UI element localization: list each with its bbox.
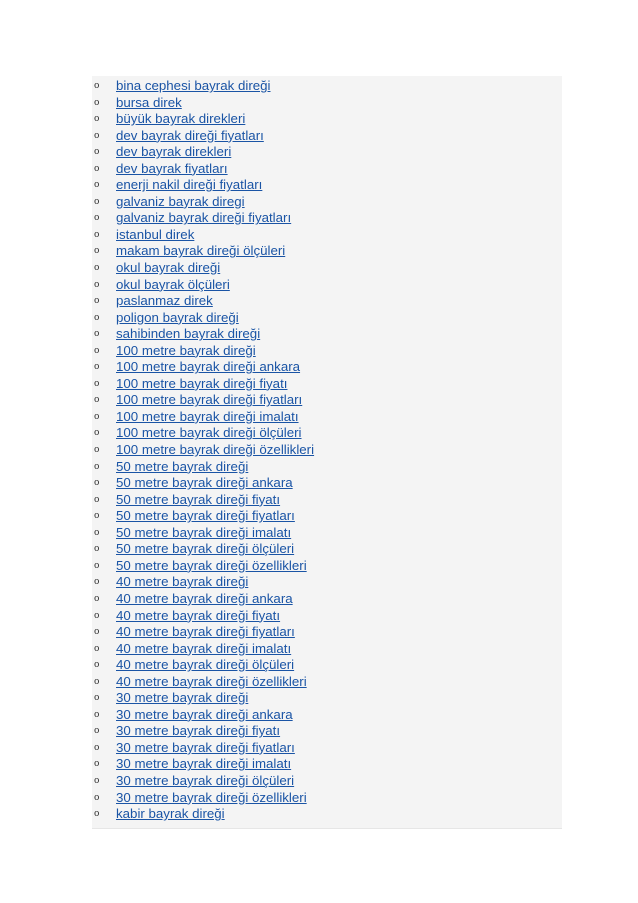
keyword-link[interactable]: 40 metre bayrak direği fiyatları bbox=[116, 624, 295, 640]
list-item bbox=[92, 144, 562, 161]
bullet-icon: o bbox=[94, 81, 100, 91]
keyword-link[interactable]: 30 metre bayrak direği özellikleri bbox=[116, 789, 307, 805]
bullet-icon: o bbox=[94, 560, 100, 571]
bullet-icon: o bbox=[94, 627, 100, 638]
keyword-link[interactable]: büyük bayrak direkleri bbox=[116, 111, 246, 127]
list-item bbox=[92, 756, 562, 773]
keyword-link[interactable]: 30 metre bayrak direği fiyatları bbox=[116, 739, 295, 755]
list-item bbox=[92, 425, 562, 442]
keyword-link[interactable]: 100 metre bayrak direği fiyatı bbox=[116, 375, 288, 391]
list-item bbox=[92, 194, 562, 211]
keyword-link[interactable]: 40 metre bayrak direği fiyatı bbox=[116, 607, 281, 623]
bullet-icon: o bbox=[94, 676, 100, 687]
keyword-link[interactable]: galvaniz bayrak diregi bbox=[116, 193, 245, 209]
bullet-icon: o bbox=[94, 511, 100, 522]
list-item bbox=[92, 78, 562, 95]
keyword-link[interactable]: sahibinden bayrak direği bbox=[116, 326, 261, 342]
keyword-link[interactable]: 100 metre bayrak direği ankara bbox=[116, 359, 301, 375]
list-item bbox=[92, 657, 562, 674]
keyword-link[interactable]: kabir bayrak direği bbox=[116, 806, 225, 822]
bullet-icon: o bbox=[94, 378, 100, 389]
bullet-icon: o bbox=[94, 577, 100, 588]
keyword-link[interactable]: okul bayrak ölçüleri bbox=[116, 276, 230, 292]
list-item bbox=[92, 376, 562, 393]
list-item bbox=[92, 459, 562, 476]
list-item bbox=[92, 442, 562, 459]
list-item bbox=[92, 525, 562, 542]
bullet-icon: o bbox=[94, 643, 100, 654]
keyword-link[interactable]: poligon bayrak direği bbox=[116, 309, 239, 325]
bullet-icon: o bbox=[94, 809, 100, 820]
list-item bbox=[92, 790, 562, 807]
list-item bbox=[92, 128, 562, 145]
list-item bbox=[92, 740, 562, 757]
keyword-link[interactable]: galvaniz bayrak direği fiyatları bbox=[116, 210, 292, 226]
bullet-icon: o bbox=[94, 97, 100, 108]
list-item bbox=[92, 343, 562, 360]
keyword-link[interactable]: 50 metre bayrak direği fiyatı bbox=[116, 491, 281, 507]
keyword-link[interactable]: 40 metre bayrak direği ankara bbox=[116, 590, 293, 606]
list-item bbox=[92, 277, 562, 294]
bullet-icon: o bbox=[94, 610, 100, 621]
keyword-link[interactable]: 30 metre bayrak direği ankara bbox=[116, 706, 293, 722]
list-item bbox=[92, 293, 562, 310]
bullet-icon: o bbox=[94, 213, 100, 224]
list-item bbox=[92, 641, 562, 658]
bullet-icon: o bbox=[94, 792, 100, 803]
list-item bbox=[92, 723, 562, 740]
list-item bbox=[92, 177, 562, 194]
bullet-icon: o bbox=[94, 345, 100, 356]
keyword-link[interactable]: 40 metre bayrak direği özellikleri bbox=[116, 673, 307, 689]
bullet-icon: o bbox=[94, 693, 100, 704]
bullet-icon: o bbox=[94, 494, 100, 505]
keyword-link[interactable]: dev bayrak direği fiyatları bbox=[116, 127, 264, 143]
bullet-icon: o bbox=[94, 759, 100, 770]
link-list-panel bbox=[92, 76, 562, 829]
keyword-link[interactable]: 50 metre bayrak direği ankara bbox=[116, 475, 293, 491]
list-item bbox=[92, 674, 562, 691]
bullet-icon: o bbox=[94, 742, 100, 753]
keyword-link[interactable]: 40 metre bayrak direği imalatı bbox=[116, 640, 292, 656]
keyword-link[interactable]: 40 metre bayrak direği ölçüleri bbox=[116, 657, 295, 673]
list-item bbox=[92, 227, 562, 244]
bullet-icon: o bbox=[94, 461, 100, 472]
bullet-icon: o bbox=[94, 312, 100, 323]
list-item bbox=[92, 690, 562, 707]
list-item bbox=[92, 260, 562, 277]
keyword-link[interactable]: 50 metre bayrak direği imalatı bbox=[116, 524, 292, 540]
list-item bbox=[92, 707, 562, 724]
list-item bbox=[92, 806, 562, 823]
bullet-icon: o bbox=[94, 775, 100, 786]
list-item bbox=[92, 574, 562, 591]
bullet-icon: o bbox=[94, 428, 100, 439]
bullet-icon: o bbox=[94, 246, 100, 257]
bullet-icon: o bbox=[94, 726, 100, 737]
list-item bbox=[92, 558, 562, 575]
bullet-icon: o bbox=[94, 544, 100, 555]
list-item bbox=[92, 210, 562, 227]
keyword-link[interactable]: 100 metre bayrak direği imalatı bbox=[116, 408, 299, 424]
list-item bbox=[92, 475, 562, 492]
link-list bbox=[92, 78, 562, 823]
bullet-icon: o bbox=[94, 527, 100, 538]
bullet-icon: o bbox=[94, 445, 100, 456]
bullet-icon: o bbox=[94, 362, 100, 373]
list-item bbox=[92, 95, 562, 112]
bullet-icon: o bbox=[94, 130, 100, 141]
bullet-icon: o bbox=[94, 296, 100, 307]
keyword-link[interactable]: istanbul direk bbox=[116, 226, 195, 242]
list-item bbox=[92, 624, 562, 641]
keyword-link[interactable]: 50 metre bayrak direği fiyatları bbox=[116, 508, 295, 524]
bullet-icon: o bbox=[94, 478, 100, 489]
bullet-icon: o bbox=[94, 660, 100, 671]
keyword-link[interactable]: 100 metre bayrak direği bbox=[116, 342, 256, 358]
list-item bbox=[92, 359, 562, 376]
bullet-icon: o bbox=[94, 263, 100, 274]
keyword-link[interactable]: 50 metre bayrak direği ölçüleri bbox=[116, 541, 295, 557]
keyword-link[interactable]: 50 metre bayrak direği bbox=[116, 458, 249, 474]
bullet-icon: o bbox=[94, 229, 100, 240]
keyword-link[interactable]: 30 metre bayrak direği imalatı bbox=[116, 756, 292, 772]
keyword-link[interactable]: dev bayrak direkleri bbox=[116, 144, 232, 160]
list-item bbox=[92, 608, 562, 625]
list-item bbox=[92, 392, 562, 409]
keyword-link[interactable]: 100 metre bayrak direği fiyatları bbox=[116, 392, 303, 408]
bullet-icon: o bbox=[94, 279, 100, 290]
keyword-link[interactable]: paslanmaz direk bbox=[116, 293, 213, 309]
bullet-icon: o bbox=[94, 411, 100, 422]
keyword-link[interactable]: okul bayrak direği bbox=[116, 260, 221, 276]
keyword-link[interactable]: 50 metre bayrak direği özellikleri bbox=[116, 557, 307, 573]
bullet-icon: o bbox=[94, 147, 100, 158]
keyword-link[interactable]: dev bayrak fiyatları bbox=[116, 160, 228, 176]
list-item bbox=[92, 161, 562, 178]
bullet-icon: o bbox=[94, 329, 100, 340]
list-item bbox=[92, 111, 562, 128]
keyword-link[interactable]: bursa direk bbox=[116, 94, 182, 110]
keyword-link[interactable]: bina cephesi bayrak direği bbox=[116, 78, 271, 93]
keyword-link[interactable]: 30 metre bayrak direği bbox=[116, 690, 249, 706]
bullet-icon: o bbox=[94, 163, 100, 174]
bullet-icon: o bbox=[94, 593, 100, 604]
keyword-link[interactable]: 100 metre bayrak direği ölçüleri bbox=[116, 425, 302, 441]
keyword-link[interactable]: 30 metre bayrak direği fiyatı bbox=[116, 723, 281, 739]
list-item bbox=[92, 492, 562, 509]
keyword-link[interactable]: 40 metre bayrak direği bbox=[116, 574, 249, 590]
bullet-icon: o bbox=[94, 196, 100, 207]
keyword-link[interactable]: 30 metre bayrak direği ölçüleri bbox=[116, 772, 295, 788]
list-item bbox=[92, 326, 562, 343]
list-item bbox=[92, 243, 562, 260]
keyword-link[interactable]: 100 metre bayrak direği özellikleri bbox=[116, 442, 315, 458]
bullet-icon: o bbox=[94, 114, 100, 125]
bullet-icon: o bbox=[94, 395, 100, 406]
list-item bbox=[92, 591, 562, 608]
bullet-icon: o bbox=[94, 709, 100, 720]
list-item bbox=[92, 310, 562, 327]
list-item bbox=[92, 773, 562, 790]
keyword-link[interactable]: enerji nakil direği fiyatları bbox=[116, 177, 263, 193]
keyword-link[interactable]: makam bayrak direği ölçüleri bbox=[116, 243, 286, 259]
list-item bbox=[92, 508, 562, 525]
list-item bbox=[92, 541, 562, 558]
list-item bbox=[92, 409, 562, 426]
bullet-icon: o bbox=[94, 180, 100, 191]
